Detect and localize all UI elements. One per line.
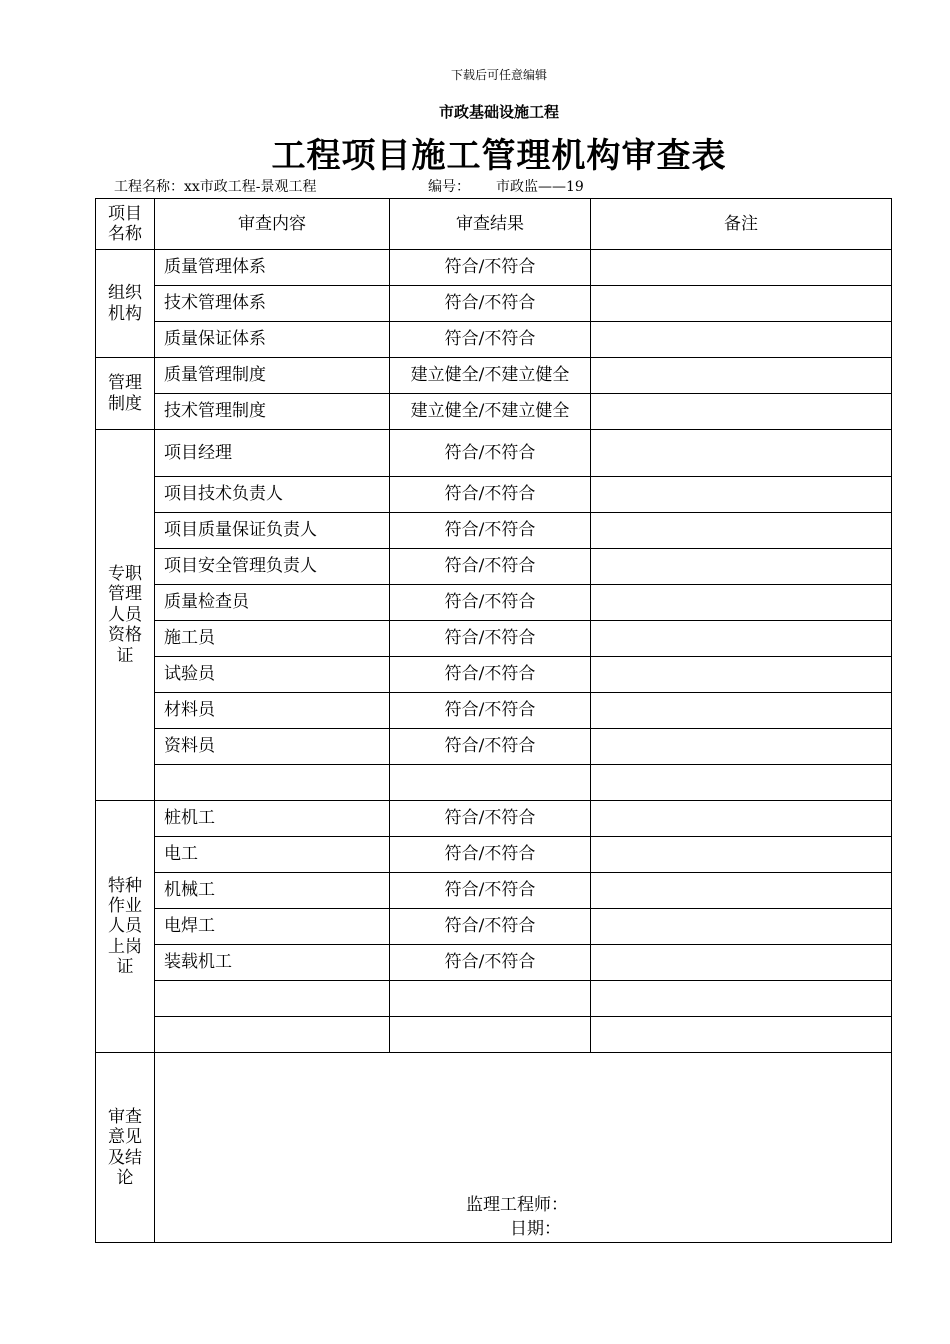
- result-cell: 符合/不符合: [390, 657, 591, 693]
- result-cell: [390, 981, 591, 1017]
- remarks-cell: [591, 585, 892, 621]
- remarks-cell: [591, 286, 892, 322]
- result-cell: 符合/不符合: [390, 621, 591, 657]
- result-cell: 符合/不符合: [390, 322, 591, 358]
- table-row: [96, 358, 892, 394]
- item-cell: 项目技术负责人: [155, 477, 390, 513]
- table-row: [96, 657, 892, 693]
- remarks-cell: [591, 358, 892, 394]
- result-cell: 符合/不符合: [390, 693, 591, 729]
- item-cell: 机械工: [155, 873, 390, 909]
- result-cell: 符合/不符合: [390, 286, 591, 322]
- remarks-cell: [591, 430, 892, 477]
- result-cell: 符合/不符合: [390, 729, 591, 765]
- item-cell: [155, 981, 390, 1017]
- result-cell: 建立健全/不建立健全: [390, 394, 591, 430]
- remarks-cell: [591, 477, 892, 513]
- table-row: [96, 909, 892, 945]
- remarks-cell: [591, 513, 892, 549]
- result-cell: 建立健全/不建立健全: [390, 358, 591, 394]
- category-cell: 管理制度: [96, 358, 155, 430]
- table-row: [96, 549, 892, 585]
- result-cell: 符合/不符合: [390, 250, 591, 286]
- result-cell: [390, 1017, 591, 1053]
- table-row: [96, 945, 892, 981]
- item-cell: 桩机工: [155, 801, 390, 837]
- remarks-cell: [591, 873, 892, 909]
- table-row: [96, 430, 892, 477]
- table-row: [96, 873, 892, 909]
- remarks-cell: [591, 945, 892, 981]
- item-cell: 资料员: [155, 729, 390, 765]
- item-cell: 质量检查员: [155, 585, 390, 621]
- table-row: [96, 693, 892, 729]
- opinion-row: [96, 1053, 892, 1243]
- item-cell: 材料员: [155, 693, 390, 729]
- column-header-project: 项目名称: [96, 199, 155, 250]
- table-row: [96, 322, 892, 358]
- table-row: [96, 394, 892, 430]
- remarks-cell: [591, 765, 892, 801]
- remarks-cell: [591, 250, 892, 286]
- category-cell: 组织机构: [96, 250, 155, 358]
- download-note: 下载后可任意编辑: [450, 68, 547, 82]
- result-cell: 符合/不符合: [390, 585, 591, 621]
- remarks-cell: [591, 729, 892, 765]
- form-number-value: 市政监——19: [496, 179, 584, 195]
- project-name: 工程名称：xx市政工程-景观工程: [114, 179, 317, 195]
- table-row: [96, 981, 892, 1017]
- remarks-cell: [591, 837, 892, 873]
- item-cell: 试验员: [155, 657, 390, 693]
- supervising-engineer-label: 监理工程师：: [466, 1195, 568, 1215]
- table-row: [96, 250, 892, 286]
- result-cell: 符合/不符合: [390, 477, 591, 513]
- category-cell: 特种作业人员上岗证: [96, 801, 155, 1053]
- item-cell: 项目质量保证负责人: [155, 513, 390, 549]
- table-header-row: [96, 199, 892, 250]
- item-cell: 项目经理: [155, 430, 390, 477]
- category-cell: 专职管理人员资格证: [96, 430, 155, 801]
- review-table: [95, 198, 892, 1243]
- table-row: [96, 585, 892, 621]
- table-row: [96, 729, 892, 765]
- remarks-cell: [591, 693, 892, 729]
- remarks-cell: [591, 621, 892, 657]
- form-title: 工程项目施工管理机构审查表: [271, 136, 727, 176]
- form-number-label: 编号：: [428, 179, 470, 195]
- table-row: [96, 837, 892, 873]
- table-row: [96, 1017, 892, 1053]
- result-cell: 符合/不符合: [390, 945, 591, 981]
- item-cell: 装载机工: [155, 945, 390, 981]
- form-number: [428, 176, 584, 196]
- item-cell: 电焊工: [155, 909, 390, 945]
- table-row: [96, 477, 892, 513]
- table-row: [96, 621, 892, 657]
- item-cell: 质量保证体系: [155, 322, 390, 358]
- remarks-cell: [591, 322, 892, 358]
- column-header-remarks: 备注: [591, 199, 892, 250]
- form-subtitle: 市政基础设施工程: [438, 103, 559, 121]
- item-cell: 技术管理体系: [155, 286, 390, 322]
- item-cell: 电工: [155, 837, 390, 873]
- opinion-label-cell: 审查意见及结论: [96, 1053, 155, 1243]
- remarks-cell: [591, 1017, 892, 1053]
- remarks-cell: [591, 394, 892, 430]
- remarks-cell: [591, 981, 892, 1017]
- remarks-cell: [591, 549, 892, 585]
- column-header-result: 审查结果: [390, 199, 591, 250]
- column-header-content: 审查内容: [155, 199, 390, 250]
- item-cell: [155, 1017, 390, 1053]
- remarks-cell: [591, 801, 892, 837]
- item-cell: 施工员: [155, 621, 390, 657]
- remarks-cell: [591, 909, 892, 945]
- remarks-cell: [591, 657, 892, 693]
- item-cell: 技术管理制度: [155, 394, 390, 430]
- opinion-content-cell: [155, 1053, 892, 1243]
- result-cell: 符合/不符合: [390, 873, 591, 909]
- table-row: [96, 513, 892, 549]
- result-cell: 符合/不符合: [390, 430, 591, 477]
- item-cell: [155, 765, 390, 801]
- result-cell: 符合/不符合: [390, 909, 591, 945]
- item-cell: 质量管理体系: [155, 250, 390, 286]
- item-cell: 项目安全管理负责人: [155, 549, 390, 585]
- result-cell: [390, 765, 591, 801]
- result-cell: 符合/不符合: [390, 837, 591, 873]
- table-row: [96, 801, 892, 837]
- result-cell: 符合/不符合: [390, 801, 591, 837]
- result-cell: 符合/不符合: [390, 549, 591, 585]
- item-cell: 质量管理制度: [155, 358, 390, 394]
- result-cell: 符合/不符合: [390, 513, 591, 549]
- date-label: 日期：: [510, 1219, 561, 1239]
- table-row: [96, 765, 892, 801]
- table-row: [96, 286, 892, 322]
